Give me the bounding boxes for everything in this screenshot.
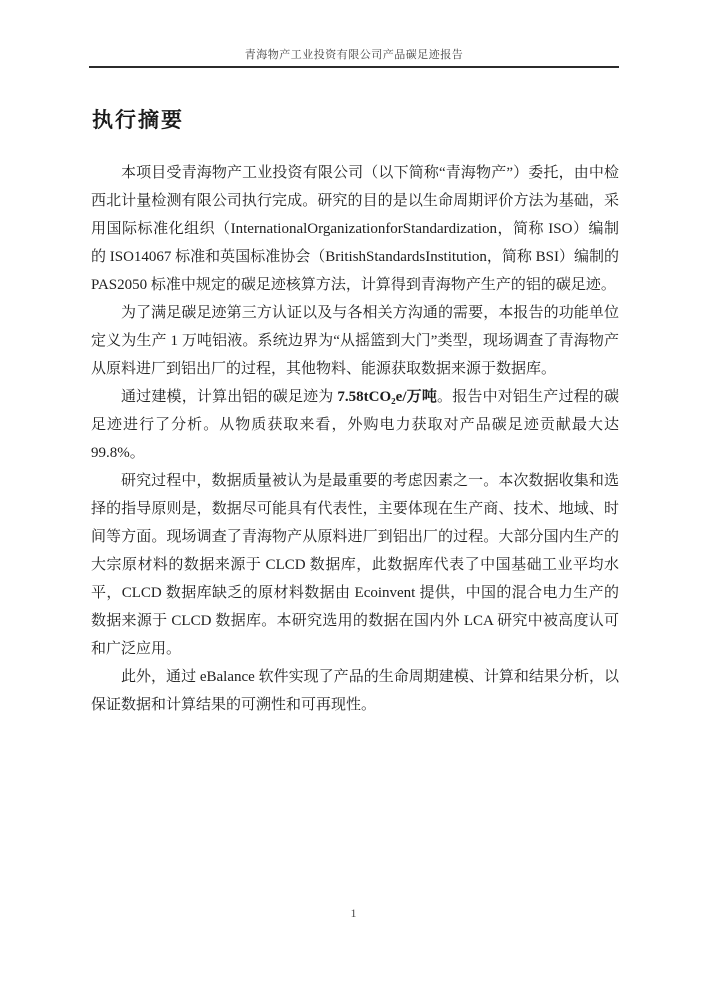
page-number: 1 [350,906,357,920]
paragraph-4-text: 研究过程中，数据质量被认为是最重要的考虑因素之一。本次数据收集和选择的指导原则是，数据尽可能具有代表性，主要体现在生产商、技术、地域、时间等方面。现场调查了青海物产从原料进厂到铝出厂的过程。大部分国内生产的大宗原材料的数据来源于 CLCD 数据库，此数据库代表了中国基础工业平均水平，CLCD 数据库缺乏的原材料数据由 Ecoinvent 提供，中国的混合电力生产的数据来源于 CLCD 数据库。本研究选用的数据在国内外 LCA 研究中被高度认可和广泛应用。 [91,473,619,657]
paragraph-2-text: 为了满足碳足迹第三方认证以及与各相关方沟通的需要，本报告的功能单位定义为生产 1 万吨铝液。系统边界为“从摇篮到大门”类型，现场调查了青海物产从原料进厂到铝出厂的过程，其他物料、能源获取数据来源于数据库。 [91,305,619,377]
paragraph-4 [91,467,619,663]
paragraph-3 [91,383,619,467]
carbon-footprint-value: 7.58tCO₂e/万吨 [337,389,438,405]
paragraph-3-text-start: 通过建模，计算出铝的碳足迹为 [121,389,338,405]
document-body [91,159,619,719]
paragraph-1-text: 本项目受青海物产工业投资有限公司（以下简称“青海物产”）委托，由中检西北计量检测有限公司执行完成。研究的目的是以生命周期评价方法为基础，采用国际标准化组织（InternationalOrganizationforStandardization，简称 ISO）编制的 ISO14067 标准和英国标准协会（BritishStandardsInstitution，简称 BSI）编制的 PAS2050 标准中规定的碳足迹核算方法，计算得到青海物产生产的铝的碳足迹。 [91,165,619,293]
page-footer [0,906,707,921]
paragraph-5 [91,663,619,719]
header-title: 青海物产工业投资有限公司产品碳足迹报告 [244,49,464,61]
paragraph-5-text: 此外，通过 eBalance 软件实现了产品的生命周期建模、计算和结果分析，以保证数据和计算结果的可溯性和可再现性。 [91,669,619,713]
paragraph-1 [91,159,619,299]
header-rule [89,66,619,68]
paragraph-3-text-end: 。报告中对铝生产过程的碳足迹进行了分析。从物质获取来看，外购电力获取对产品碳足迹贡献最大达 99.8%。 [91,389,619,461]
paragraph-2 [91,299,619,383]
page-header [89,46,619,62]
page-title: 执行摘要 [92,109,184,132]
